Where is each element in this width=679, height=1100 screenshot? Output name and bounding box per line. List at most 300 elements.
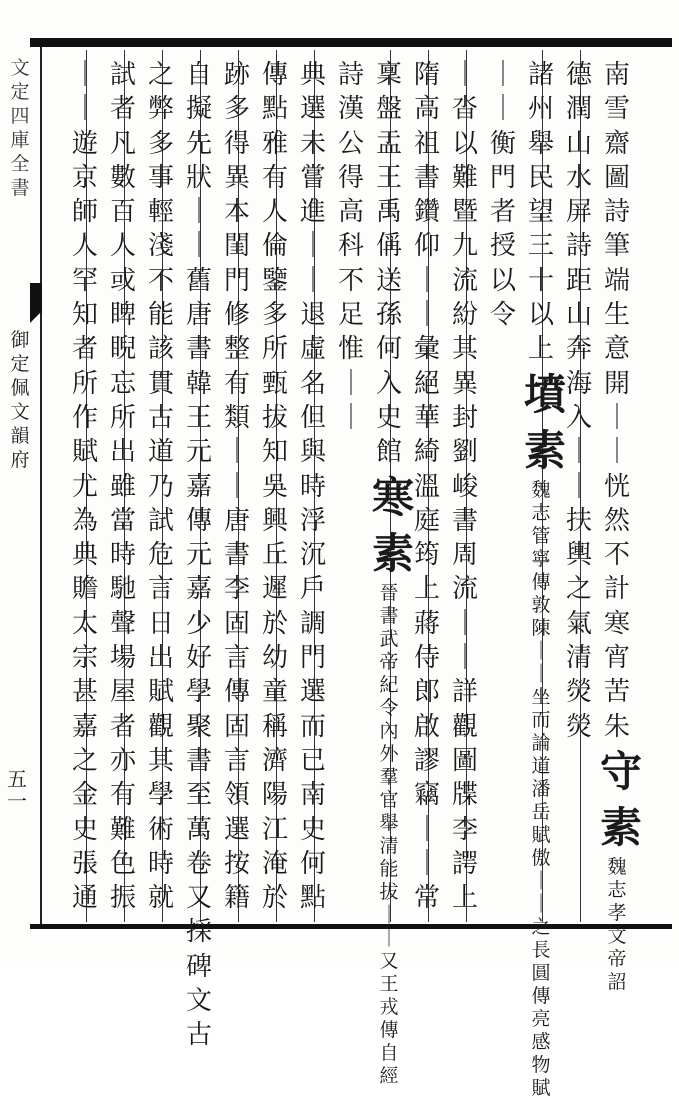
annotation-glyph: 經 — [379, 1064, 399, 1087]
glyph: 雪 — [603, 94, 630, 125]
gutter-char: 御 — [10, 329, 30, 351]
glyph: 流 — [451, 265, 478, 296]
glyph: 學 — [185, 677, 212, 708]
glyph: 書 — [185, 745, 212, 776]
glyph: 術 — [147, 814, 174, 845]
glyph: 得 — [337, 162, 364, 193]
glyph: 啟 — [413, 711, 440, 742]
glyph: 諤 — [451, 848, 478, 879]
glyph: 張 — [71, 848, 98, 879]
glyph: 恍 — [603, 471, 630, 502]
glyph: 雖 — [109, 471, 136, 502]
glyph: 暨 — [451, 197, 478, 228]
glyph: 幼 — [261, 643, 288, 674]
glyph: 賦 — [147, 677, 174, 708]
glyph: ｜ — [223, 471, 250, 502]
glyph: 知 — [71, 300, 98, 331]
glyph: 意 — [603, 334, 630, 365]
annotation-glyph: 帝 — [379, 650, 399, 673]
annotation-glyph: ｜ — [531, 892, 551, 915]
glyph: 潤 — [565, 94, 592, 125]
glyph: 周 — [451, 540, 478, 571]
glyph: 人 — [71, 231, 98, 262]
gutter-char: 定 — [10, 353, 30, 375]
glyph: 南 — [299, 780, 326, 811]
headword-glyph: 素 — [524, 425, 567, 475]
glyph: 知 — [261, 437, 288, 468]
glyph: ｜ — [603, 402, 630, 433]
glyph: 常 — [413, 883, 440, 914]
glyph: 唐 — [223, 505, 250, 536]
glyph: 本 — [223, 197, 250, 228]
glyph: 數 — [109, 162, 136, 193]
glyph: 元 — [185, 437, 212, 468]
glyph: 輿 — [565, 540, 592, 571]
annotation-glyph: 之 — [531, 915, 551, 938]
glyph: ｜ — [489, 94, 516, 125]
annotation-glyph: 物 — [531, 1053, 551, 1076]
glyph: 授 — [489, 231, 516, 262]
glyph: 為 — [71, 505, 98, 536]
glyph: 三 — [527, 231, 554, 262]
text-column — [296, 58, 330, 915]
glyph: 苦 — [603, 677, 630, 708]
text-column — [486, 58, 520, 332]
glyph: 試 — [147, 505, 174, 536]
glyph: 盂 — [375, 128, 402, 159]
glyph: 高 — [413, 94, 440, 125]
glyph: 丘 — [261, 540, 288, 571]
glyph: 閨 — [223, 231, 250, 262]
annotation-glyph: ｜ — [379, 926, 399, 949]
glyph: 於 — [261, 608, 288, 639]
gutter-char: 府 — [10, 449, 30, 471]
annotation-glyph: 潘 — [531, 777, 551, 800]
glyph: 熒 — [565, 711, 592, 742]
annotation-glyph: 令 — [379, 696, 399, 719]
glyph: 不 — [337, 265, 364, 296]
glyph: 嘉 — [71, 711, 98, 742]
glyph: 就 — [147, 883, 174, 914]
glyph: 史 — [71, 814, 98, 845]
glyph: 門 — [299, 643, 326, 674]
glyph: 沉 — [299, 540, 326, 571]
glyph: 少 — [185, 608, 212, 639]
text-column — [220, 58, 254, 915]
glyph: 以 — [527, 300, 554, 331]
glyph: 圖 — [451, 745, 478, 776]
glyph: 送 — [375, 265, 402, 296]
glyph: 牒 — [451, 780, 478, 811]
glyph: 筆 — [603, 231, 630, 262]
gutter-char: 庫 — [10, 129, 30, 151]
glyph: 籍 — [223, 883, 250, 914]
glyph: 峻 — [451, 471, 478, 502]
page-number-char: 一 — [7, 789, 27, 813]
book-title — [6, 328, 34, 472]
glyph: 惟 — [337, 334, 364, 365]
glyph: 狀 — [185, 162, 212, 193]
annotation-glyph: 魏 — [607, 855, 627, 878]
glyph: 罕 — [71, 265, 98, 296]
glyph: 氣 — [565, 608, 592, 639]
glyph: 與 — [299, 437, 326, 468]
glyph: 郎 — [413, 677, 440, 708]
annotation-glyph: 內 — [379, 719, 399, 742]
annotation-glyph: 敦 — [531, 593, 551, 616]
glyph: 海 — [565, 368, 592, 399]
glyph: 望 — [527, 197, 554, 228]
glyph: 至 — [185, 780, 212, 811]
annotation-glyph: 戎 — [379, 995, 399, 1018]
annotation-glyph: 書 — [379, 604, 399, 627]
glyph: 民 — [527, 162, 554, 193]
glyph: 朱 — [603, 711, 630, 742]
glyph: 未 — [299, 128, 326, 159]
gutter-char: 文 — [10, 57, 30, 79]
glyph: 屏 — [565, 197, 592, 228]
glyph: 甚 — [71, 677, 98, 708]
glyph: 退 — [299, 300, 326, 331]
annotation-glyph: 自 — [379, 1041, 399, 1064]
glyph: 劉 — [451, 437, 478, 468]
glyph: 典 — [299, 60, 326, 90]
glyph: 詳 — [451, 677, 478, 708]
glyph: 之 — [565, 574, 592, 605]
text-column — [144, 58, 178, 915]
glyph: 振 — [109, 883, 136, 914]
glyph: ｜ — [337, 402, 364, 433]
glyph: 隋 — [413, 60, 440, 90]
glyph: ｜ — [603, 437, 630, 468]
glyph: 危 — [147, 540, 174, 571]
glyph: 金 — [71, 780, 98, 811]
glyph: 韓 — [185, 368, 212, 399]
annotation-glyph: 傳 — [531, 984, 551, 1007]
glyph: ｜ — [185, 197, 212, 228]
glyph: ｜ — [185, 231, 212, 262]
glyph: 書 — [413, 162, 440, 193]
glyph: 高 — [337, 197, 364, 228]
headword-glyph: 守 — [600, 746, 643, 796]
glyph: 館 — [375, 437, 402, 468]
glyph: 事 — [147, 162, 174, 193]
annotation-glyph: ｜ — [531, 662, 551, 685]
glyph: 好 — [185, 643, 212, 674]
glyph: 華 — [413, 402, 440, 433]
glyph: 宵 — [603, 643, 630, 674]
text-column — [258, 58, 292, 915]
glyph: 計 — [603, 574, 630, 605]
glyph: 固 — [223, 608, 250, 639]
glyph: 言 — [223, 643, 250, 674]
glyph: 屋 — [109, 677, 136, 708]
glyph: 浮 — [299, 505, 326, 536]
glyph: 者 — [71, 334, 98, 365]
glyph: ｜ — [337, 368, 364, 399]
annotation-glyph: 長 — [531, 938, 551, 961]
glyph: 漢 — [337, 94, 364, 125]
glyph: 雅 — [261, 128, 288, 159]
gutter-char: 佩 — [10, 377, 30, 399]
glyph: 多 — [223, 94, 250, 125]
glyph: 距 — [565, 265, 592, 296]
glyph: 有 — [223, 368, 250, 399]
glyph: 師 — [71, 197, 98, 228]
glyph: 點 — [299, 883, 326, 914]
glyph: 吳 — [261, 471, 288, 502]
glyph: 嘗 — [299, 162, 326, 193]
gutter-char: 韻 — [10, 425, 30, 447]
glyph: 偁 — [375, 231, 402, 262]
glyph: 者 — [489, 197, 516, 228]
glyph: 進 — [299, 197, 326, 228]
gutter-char: 全 — [10, 153, 30, 175]
gutter-char: 書 — [10, 177, 30, 199]
annotation-glyph: 武 — [379, 627, 399, 650]
glyph: 甄 — [261, 368, 288, 399]
glyph: 傳 — [185, 505, 212, 536]
glyph: 馳 — [109, 574, 136, 605]
glyph: 太 — [71, 608, 98, 639]
glyph: 熒 — [565, 677, 592, 708]
annotation-glyph: 岳 — [531, 800, 551, 823]
glyph: 侍 — [413, 643, 440, 674]
glyph: 入 — [565, 402, 592, 433]
glyph: 盤 — [375, 94, 402, 125]
glyph: 扶 — [565, 505, 592, 536]
annotation-glyph: 而 — [531, 708, 551, 731]
glyph: 清 — [565, 643, 592, 674]
text-column — [182, 58, 216, 1051]
glyph: 不 — [603, 540, 630, 571]
annotation-glyph: 外 — [379, 742, 399, 765]
glyph: 元 — [185, 540, 212, 571]
glyph: 凡 — [109, 128, 136, 159]
glyph: 按 — [223, 848, 250, 879]
glyph: 興 — [261, 505, 288, 536]
glyph: 濟 — [261, 745, 288, 776]
glyph: 睨 — [109, 334, 136, 365]
glyph: 但 — [299, 402, 326, 433]
glyph: 日 — [147, 608, 174, 639]
text-column — [68, 58, 102, 915]
glyph: 史 — [299, 814, 326, 845]
glyph: ｜ — [451, 608, 478, 639]
glyph: 鑒 — [261, 265, 288, 296]
glyph: 令 — [489, 300, 516, 331]
glyph: ｜ — [489, 60, 516, 90]
glyph: 自 — [185, 60, 212, 90]
glyph: 之 — [71, 745, 98, 776]
glyph: 科 — [337, 231, 364, 262]
glyph: 禹 — [375, 197, 402, 228]
annotation-glyph: 晉 — [379, 581, 399, 604]
glyph: 舊 — [185, 265, 212, 296]
glyph: 古 — [185, 1020, 212, 1051]
glyph: 流 — [451, 574, 478, 605]
glyph: 卷 — [185, 848, 212, 879]
annotation-glyph: ｜ — [531, 639, 551, 662]
text-column — [372, 58, 415, 1087]
text-column — [448, 58, 482, 915]
glyph: 輕 — [147, 197, 174, 228]
glyph: 寒 — [603, 608, 630, 639]
glyph: 類 — [223, 402, 250, 433]
glyph: 稟 — [375, 60, 402, 90]
glyph: 所 — [71, 368, 98, 399]
glyph: 山 — [565, 300, 592, 331]
annotation-glyph: 亮 — [531, 1007, 551, 1030]
glyph: ｜ — [565, 471, 592, 502]
glyph: 嘉 — [185, 471, 212, 502]
glyph: 唐 — [185, 300, 212, 331]
glyph: 色 — [109, 848, 136, 879]
text-column — [410, 58, 444, 915]
glyph: 者 — [109, 711, 136, 742]
glyph: 書 — [223, 540, 250, 571]
glyph: ｜ — [413, 265, 440, 296]
fish-tail-notch — [30, 313, 40, 323]
annotation-glyph: 陳 — [531, 616, 551, 639]
glyph: 調 — [299, 608, 326, 639]
glyph: 學 — [147, 780, 174, 811]
glyph: 能 — [147, 300, 174, 331]
glyph: 萬 — [185, 814, 212, 845]
glyph: 採 — [185, 917, 212, 948]
text-column — [562, 58, 596, 744]
glyph: 綺 — [413, 437, 440, 468]
glyph: 書 — [185, 334, 212, 365]
glyph: 入 — [375, 368, 402, 399]
annotation-glyph: 傲 — [531, 846, 551, 869]
glyph: 又 — [185, 883, 212, 914]
gutter-char: 四 — [10, 105, 30, 127]
glyph: 出 — [147, 643, 174, 674]
glyph: 京 — [71, 162, 98, 193]
glyph: 道 — [147, 437, 174, 468]
glyph: 尤 — [71, 471, 98, 502]
glyph: 古 — [147, 402, 174, 433]
glyph: 言 — [147, 574, 174, 605]
top-border — [30, 38, 672, 47]
headword-glyph: 素 — [372, 528, 415, 578]
glyph: 諸 — [527, 60, 554, 90]
fish-tail-mark — [30, 283, 42, 313]
annotation-glyph: 孝 — [607, 901, 627, 924]
annotation-glyph: 能 — [379, 857, 399, 880]
annotation-glyph: 賦 — [531, 823, 551, 846]
glyph: 上 — [413, 574, 440, 605]
text-column — [600, 58, 643, 993]
glyph: 生 — [603, 300, 630, 331]
annotation-glyph: 詔 — [607, 970, 627, 993]
glyph: 弊 — [147, 94, 174, 125]
glyph: 上 — [451, 883, 478, 914]
glyph: 足 — [337, 300, 364, 331]
annotation-glyph: 感 — [531, 1030, 551, 1053]
glyph: 門 — [489, 162, 516, 193]
glyph: 試 — [109, 60, 136, 90]
annotation-glyph: 紀 — [379, 673, 399, 696]
annotation-glyph: 魏 — [531, 478, 551, 501]
glyph: ｜ — [223, 437, 250, 468]
annotation-glyph: 羣 — [379, 765, 399, 788]
glyph: 九 — [451, 231, 478, 262]
glyph: 十 — [527, 265, 554, 296]
glyph: 鑽 — [413, 197, 440, 228]
glyph: 所 — [261, 334, 288, 365]
glyph: ｜ — [413, 848, 440, 879]
glyph: 德 — [565, 60, 592, 90]
glyph: 人 — [109, 231, 136, 262]
glyph: 倫 — [261, 231, 288, 262]
glyph: 作 — [71, 402, 98, 433]
glyph: 其 — [147, 745, 174, 776]
glyph: 水 — [565, 162, 592, 193]
glyph: 場 — [109, 643, 136, 674]
annotation-glyph: 坐 — [531, 685, 551, 708]
glyph: 固 — [223, 711, 250, 742]
glyph: 何 — [299, 848, 326, 879]
glyph: 筠 — [413, 540, 440, 571]
glyph: 點 — [261, 94, 288, 125]
glyph: ｜ — [299, 265, 326, 296]
glyph: ｜ — [451, 643, 478, 674]
glyph: 選 — [299, 94, 326, 125]
gutter-char: 定 — [10, 81, 30, 103]
bottom-border — [30, 924, 672, 929]
glyph: 謬 — [413, 745, 440, 776]
glyph: 或 — [109, 265, 136, 296]
glyph: 忘 — [109, 368, 136, 399]
glyph: ｜ — [299, 231, 326, 262]
glyph: 彙 — [413, 334, 440, 365]
glyph: 祖 — [413, 128, 440, 159]
glyph: 領 — [223, 780, 250, 811]
glyph: 睥 — [109, 300, 136, 331]
glyph: 異 — [451, 368, 478, 399]
glyph: 人 — [261, 197, 288, 228]
glyph: 擬 — [185, 94, 212, 125]
glyph: 名 — [299, 368, 326, 399]
glyph: 宗 — [71, 643, 98, 674]
annotation-glyph: 賦 — [531, 1076, 551, 1099]
glyph: 遲 — [261, 574, 288, 605]
glyph: ｜ — [71, 60, 98, 90]
glyph: 異 — [223, 162, 250, 193]
glyph: 整 — [223, 334, 250, 365]
glyph: 陽 — [261, 780, 288, 811]
glyph: 而 — [299, 711, 326, 742]
glyph: 難 — [451, 162, 478, 193]
glyph: 遊 — [71, 128, 98, 159]
glyph: 齋 — [603, 128, 630, 159]
gutter-char: 文 — [10, 401, 30, 423]
glyph: 舉 — [527, 128, 554, 159]
glyph: 童 — [261, 677, 288, 708]
glyph: 門 — [223, 265, 250, 296]
glyph: 該 — [147, 334, 174, 365]
glyph: 南 — [603, 60, 630, 90]
glyph: 端 — [603, 265, 630, 296]
glyph: 出 — [109, 437, 136, 468]
glyph: 觀 — [451, 711, 478, 742]
annotation-glyph: 拔 — [379, 880, 399, 903]
annotation-glyph: 文 — [607, 924, 627, 947]
text-column — [524, 58, 567, 1099]
glyph: 文 — [185, 986, 212, 1017]
